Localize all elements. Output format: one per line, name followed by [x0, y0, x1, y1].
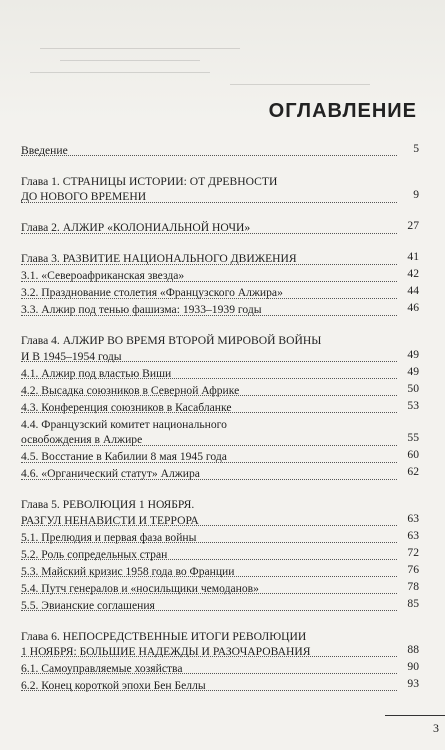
toc-entry-title-line: 5.1. Прелюдия и первая фаза войны [21, 530, 197, 544]
toc-page-number: 90 [407, 660, 419, 674]
toc-entry-title-line: 4.6. «Органический статут» Алжира [21, 467, 200, 481]
toc-entry[interactable] [21, 417, 419, 446]
section-gap [21, 160, 419, 174]
toc-entry[interactable] [21, 400, 419, 413]
toc-entry-title-line: Глава 1. СТРАНИЦЫ ИСТОРИИ: ОТ ДРЕВНОСТИ [21, 175, 278, 188]
dot-leader [21, 155, 397, 156]
toc-chapter-entry[interactable] [21, 220, 419, 233]
toc-entry-title-line: 3.1. «Североафриканская звезда» [21, 269, 185, 283]
page-number-rule [385, 715, 445, 716]
toc-chapter-entry[interactable] [21, 251, 419, 264]
toc-page-number: 63 [407, 528, 419, 542]
toc-entry[interactable] [21, 661, 419, 674]
toc-entry-title-line: 3.3. Алжир под тенью фашизма: 1933–1939 годы [21, 303, 262, 317]
toc-entry-title-line: 4.1. Алжир под властью Виши [21, 366, 172, 380]
section-gap [21, 206, 419, 220]
toc-entry[interactable] [21, 547, 419, 560]
toc-entry-title-line: 1 НОЯБРЯ: БОЛЬШИЕ НАДЕЖДЫ И РАЗОЧАРОВАНИЯ [21, 645, 311, 659]
toc-page-number: 63 [407, 511, 419, 525]
toc-page-number: 60 [407, 448, 419, 462]
toc-page-number: 88 [407, 643, 419, 657]
toc-chapter-entry[interactable] [21, 629, 419, 658]
toc-entry[interactable] [21, 564, 419, 577]
toc-entry[interactable] [21, 366, 419, 379]
section-gap [21, 237, 419, 251]
toc-chapter-entry[interactable] [21, 174, 419, 203]
toc-entry[interactable] [21, 302, 419, 315]
toc-heading: ОГЛАВЛЕНИЕ [268, 100, 417, 122]
toc-page-number: 41 [407, 250, 419, 264]
toc-entry-title-line: 4.3. Конференция союзников в Касабланке [21, 400, 232, 414]
toc-page-number: 53 [407, 398, 419, 412]
toc-entry-title-line: И В 1945–1954 годы [21, 349, 122, 363]
toc-page-number: 62 [407, 465, 419, 479]
toc-entry[interactable] [21, 581, 419, 594]
toc-entry[interactable] [21, 449, 419, 462]
toc-entry-title-line: РАЗГУЛ НЕНАВИСТИ И ТЕРРОРА [21, 513, 199, 527]
toc-entry-title-line: Введение [21, 144, 68, 157]
toc-page-number: 93 [407, 677, 419, 691]
section-gap [21, 483, 419, 497]
toc-entry-title-line: Глава 2. АЛЖИР «КОЛОНИАЛЬНОЙ НОЧИ» [21, 221, 251, 235]
toc-entry[interactable] [21, 143, 419, 156]
toc-entry-title-line: Глава 4. АЛЖИР ВО ВРЕМЯ ВТОРОЙ МИРОВОЙ ВОЙНЫ [21, 334, 322, 348]
toc-entry-title-line: Глава 5. РЕВОЛЮЦИЯ 1 НОЯБРЯ. [21, 498, 195, 512]
toc-page-number: 44 [407, 284, 419, 298]
toc-page-number: 42 [407, 267, 419, 281]
toc-page-number: 49 [407, 364, 419, 378]
toc-entry-title-line: 6.2. Конец короткой эпохи Бен Беллы [21, 679, 206, 693]
toc-chapter-entry[interactable] [21, 497, 419, 526]
toc-page-number: 49 [407, 347, 419, 361]
toc-list [21, 143, 419, 695]
toc-chapter-entry[interactable] [21, 333, 419, 362]
toc-entry[interactable] [21, 285, 419, 298]
toc-page-number: 50 [407, 381, 419, 395]
section-gap [21, 319, 419, 333]
toc-entry-title-line: 4.2. Высадка союзников в Северной Африке [21, 383, 240, 397]
toc-entry-title-line: 5.3. Майский кризис 1958 года во Франции [21, 564, 235, 578]
toc-entry-title-line: освобождения в Алжире [21, 433, 143, 447]
toc-entry-title-line: 3.2. Празднование столетия «Французского Алжира» [21, 286, 283, 300]
toc-page-number: 46 [407, 301, 419, 315]
toc-entry-title-line: Глава 3. РАЗВИТИЕ НАЦИОНАЛЬНОГО ДВИЖЕНИЯ [21, 252, 297, 266]
toc-entry-title-line: Глава 6. НЕПОСРЕДСТВЕННЫЕ ИТОГИ РЕВОЛЮЦИИ [21, 629, 307, 643]
toc-page-number: 85 [407, 596, 419, 610]
toc-entry-title-line: 5.4. Путч генералов и «носильщики чемоданов» [21, 581, 259, 595]
toc-entry[interactable] [21, 268, 419, 281]
toc-entry-title-line: 5.5. Эвианские соглашения [21, 598, 155, 612]
toc-entry-title-line: 6.1. Самоуправляемые хозяйства [21, 662, 183, 676]
toc-page-number: 72 [407, 545, 419, 559]
toc-entry-title-line: 4.4. Французский комитет национального [21, 417, 227, 431]
toc-entry[interactable] [21, 383, 419, 396]
toc-page-number: 55 [407, 431, 419, 445]
toc-page-number: 5 [413, 142, 419, 155]
toc-page-number: 78 [407, 579, 419, 593]
toc-page-number: 27 [407, 219, 419, 233]
toc-page-number: 9 [413, 188, 419, 202]
toc-entry-title-line: ДО НОВОГО ВРЕМЕНИ [21, 190, 147, 204]
toc-entry[interactable] [21, 598, 419, 611]
section-gap [21, 615, 419, 629]
toc-entry[interactable] [21, 466, 419, 479]
toc-entry[interactable] [21, 530, 419, 543]
toc-entry[interactable] [21, 678, 419, 691]
toc-page-number: 76 [407, 562, 419, 576]
toc-entry-title-line: 5.2. Роль сопредельных стран [21, 547, 168, 561]
page-number: 3 [433, 721, 439, 735]
toc-entry-title-line: 4.5. Восстание в Кабилии 8 мая 1945 года [21, 450, 227, 464]
